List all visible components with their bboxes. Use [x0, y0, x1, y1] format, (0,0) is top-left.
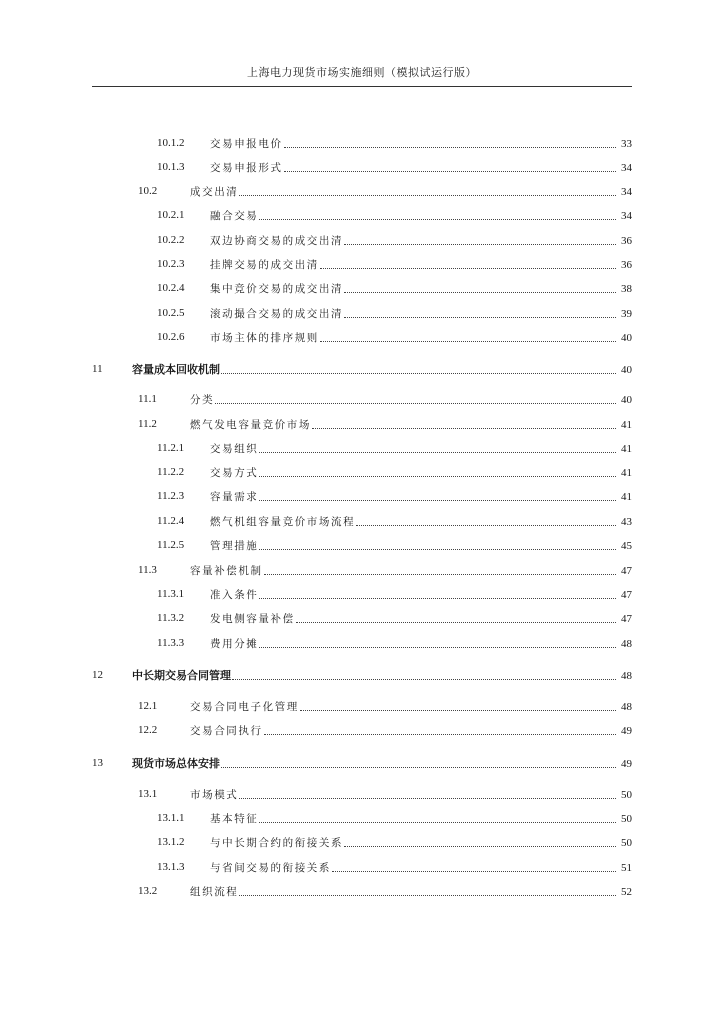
toc-leader-dots	[259, 647, 616, 648]
toc-entry-title: 组织流程	[190, 886, 239, 898]
toc-entry[interactable]	[157, 859, 632, 875]
toc-entry[interactable]	[157, 329, 632, 345]
toc-entry-title: 融合交易	[210, 210, 259, 222]
toc-entry-title: 分类	[190, 394, 215, 406]
toc-leader-dots	[232, 679, 616, 680]
toc-entry-title: 与中长期合约的衔接关系	[210, 837, 344, 849]
toc-entry-number: 11.3.3	[157, 637, 185, 649]
toc-entry-number: 10.2.6	[157, 331, 185, 343]
page-header: 上海电力现货市场实施细则（模拟试运行版）	[247, 66, 477, 79]
toc-entry[interactable]	[157, 135, 632, 151]
toc-entry-page-number: 33	[621, 138, 632, 150]
toc-entry-page-number: 51	[621, 862, 632, 874]
toc-entry-number: 11.2.4	[157, 515, 185, 527]
toc-entry[interactable]	[157, 440, 632, 456]
toc-entry[interactable]	[157, 305, 632, 321]
toc-entry-title: 容量成本回收机制	[132, 363, 220, 376]
toc-entry-title: 准入条件	[210, 589, 259, 601]
toc-entry-title: 挂牌交易的成交出清	[210, 259, 319, 271]
toc-entry[interactable]	[157, 810, 632, 826]
toc-leader-dots	[215, 403, 616, 404]
toc-entry-page-number: 41	[621, 443, 632, 455]
toc-entry-page-number: 45	[621, 540, 632, 552]
toc-leader-dots	[259, 549, 616, 550]
toc-entry[interactable]	[157, 256, 632, 272]
toc-entry-title: 交易合同执行	[190, 725, 263, 737]
toc-entry-page-number: 49	[621, 725, 632, 737]
toc-entry-number: 11.1	[138, 393, 157, 405]
toc-leader-dots	[356, 525, 616, 526]
toc-entry[interactable]	[157, 488, 632, 504]
toc-entry-title: 交易方式	[210, 467, 259, 479]
toc-entry-title: 集中竞价交易的成交出清	[210, 283, 344, 295]
toc-entry-title: 与省间交易的衔接关系	[210, 862, 331, 874]
toc-entry-page-number: 40	[621, 364, 632, 376]
toc-leader-dots	[320, 341, 616, 342]
toc-entry-page-number: 41	[621, 419, 632, 431]
toc-entry-number: 10.2.2	[157, 234, 185, 246]
toc-entry-page-number: 39	[621, 308, 632, 320]
toc-leader-dots	[239, 195, 616, 196]
toc-entry-number: 10.2.5	[157, 307, 185, 319]
toc-leader-dots	[264, 574, 616, 575]
toc-entry[interactable]	[138, 562, 632, 578]
toc-leader-dots	[239, 798, 616, 799]
toc-entry-number: 13.2	[138, 885, 158, 897]
toc-leader-dots	[259, 500, 616, 501]
toc-entry-number: 11.3.1	[157, 588, 185, 600]
toc-entry-number: 10.1.2	[157, 137, 185, 149]
toc-entry[interactable]	[138, 883, 632, 899]
toc-entry[interactable]	[138, 416, 632, 432]
toc-entry-title: 滚动撮合交易的成交出清	[210, 308, 344, 320]
toc-entry-page-number: 34	[621, 162, 632, 174]
toc-entry-page-number: 41	[621, 467, 632, 479]
toc-entry-page-number: 40	[621, 394, 632, 406]
toc-entry-page-number: 50	[621, 813, 632, 825]
toc-entry[interactable]	[157, 280, 632, 296]
toc-entry-title: 费用分摊	[210, 638, 259, 650]
toc-entry-page-number: 52	[621, 886, 632, 898]
toc-entry-number: 11.3.2	[157, 612, 185, 624]
toc-leader-dots	[320, 268, 616, 269]
toc-entry[interactable]	[157, 513, 632, 529]
toc-entry-number: 11.3	[138, 564, 157, 576]
toc-entry-title: 现货市场总体安排	[132, 757, 220, 770]
toc-leader-dots	[300, 710, 616, 711]
toc-entry-number: 13.1.2	[157, 836, 185, 848]
toc-leader-dots	[284, 147, 616, 148]
toc-entry-page-number: 47	[621, 613, 632, 625]
toc-entry[interactable]	[138, 391, 632, 407]
toc-entry-title: 双边协商交易的成交出清	[210, 235, 344, 247]
toc-entry-page-number: 50	[621, 789, 632, 801]
toc-leader-dots	[312, 428, 616, 429]
toc-entry-number: 11.2.1	[157, 442, 185, 454]
toc-entry-number: 10.2.4	[157, 282, 185, 294]
toc-entry-number: 13.1.1	[157, 812, 185, 824]
toc-entry[interactable]	[157, 834, 632, 850]
toc-entry-number: 12.1	[138, 700, 158, 712]
toc-entry[interactable]	[157, 232, 632, 248]
toc-entry-title: 基本特征	[210, 813, 259, 825]
toc-entry-number: 11.2	[138, 418, 157, 430]
toc-leader-dots	[344, 846, 616, 847]
toc-leader-dots	[259, 822, 616, 823]
toc-leader-dots	[284, 171, 616, 172]
toc-entry-title: 交易申报电价	[210, 138, 283, 150]
toc-entry-page-number: 36	[621, 259, 632, 271]
toc-entry-title: 燃气机组容量竞价市场流程	[210, 516, 356, 528]
toc-entry-page-number: 38	[621, 283, 632, 295]
toc-entry-title: 市场主体的排序规则	[210, 332, 319, 344]
toc-entry-page-number: 41	[621, 491, 632, 503]
toc-entry[interactable]	[157, 464, 632, 480]
toc-leader-dots	[344, 292, 616, 293]
toc-entry-title: 市场模式	[190, 789, 239, 801]
toc-entry[interactable]	[157, 207, 632, 223]
toc-chapter-entry[interactable]	[92, 667, 632, 683]
toc-entry-title: 发电侧容量补偿	[210, 613, 295, 625]
toc-leader-dots	[332, 871, 616, 872]
toc-chapter-entry[interactable]	[92, 361, 632, 377]
toc-leader-dots	[259, 219, 616, 220]
toc-entry[interactable]	[138, 183, 632, 199]
toc-entry-page-number: 49	[621, 758, 632, 770]
toc-entry-page-number: 43	[621, 516, 632, 528]
toc-entry-title: 交易组织	[210, 443, 259, 455]
toc-entry-title: 燃气发电容量竞价市场	[190, 419, 311, 431]
toc-entry[interactable]	[138, 786, 632, 802]
toc-entry-number: 13.1	[138, 788, 158, 800]
toc-entry[interactable]	[157, 635, 632, 651]
toc-entry-number: 10.2.1	[157, 209, 185, 221]
toc-leader-dots	[259, 598, 616, 599]
toc-entry-number: 11.2.3	[157, 490, 185, 502]
toc-entry-number: 12	[92, 669, 103, 681]
toc-entry-number: 10.1.3	[157, 161, 185, 173]
toc-entry[interactable]	[157, 610, 632, 626]
toc-entry-page-number: 47	[621, 565, 632, 577]
toc-entry-number: 13.1.3	[157, 861, 185, 873]
toc-entry-page-number: 50	[621, 837, 632, 849]
toc-entry-number: 11	[92, 363, 103, 375]
toc-entry[interactable]	[157, 537, 632, 553]
toc-entry-title: 交易合同电子化管理	[190, 701, 299, 713]
toc-entry-number: 10.2	[138, 185, 158, 197]
toc-entry[interactable]	[138, 722, 632, 738]
toc-leader-dots	[239, 895, 616, 896]
toc-entry-number: 13	[92, 757, 103, 769]
toc-entry[interactable]	[138, 698, 632, 714]
toc-leader-dots	[344, 244, 616, 245]
toc-leader-dots	[264, 734, 616, 735]
toc-entry-title: 容量需求	[210, 491, 259, 503]
toc-leader-dots	[259, 476, 616, 477]
toc-leader-dots	[296, 622, 616, 623]
toc-leader-dots	[221, 767, 616, 768]
toc-chapter-entry[interactable]	[92, 755, 632, 771]
toc-entry-page-number: 48	[621, 638, 632, 650]
toc-leader-dots	[259, 452, 616, 453]
toc-entry-title: 中长期交易合同管理	[132, 669, 231, 682]
toc-entry-number: 11.2.5	[157, 539, 185, 551]
toc-entry-number: 10.2.3	[157, 258, 185, 270]
toc-entry-page-number: 40	[621, 332, 632, 344]
toc-entry-number: 11.2.2	[157, 466, 185, 478]
toc-entry-page-number: 34	[621, 186, 632, 198]
toc-entry-page-number: 47	[621, 589, 632, 601]
toc-leader-dots	[344, 317, 616, 318]
toc-entry-title: 交易申报形式	[210, 162, 283, 174]
toc-entry-page-number: 36	[621, 235, 632, 247]
toc-entry-page-number: 34	[621, 210, 632, 222]
toc-leader-dots	[221, 373, 616, 374]
toc-entry[interactable]	[157, 159, 632, 175]
toc-entry-page-number: 48	[621, 701, 632, 713]
toc-entry[interactable]	[157, 586, 632, 602]
toc-entry-title: 成交出清	[190, 186, 239, 198]
toc-entry-number: 12.2	[138, 724, 158, 736]
toc-entry-title: 管理措施	[210, 540, 259, 552]
toc-entry-title: 容量补偿机制	[190, 565, 263, 577]
toc-entry-page-number: 48	[621, 670, 632, 682]
